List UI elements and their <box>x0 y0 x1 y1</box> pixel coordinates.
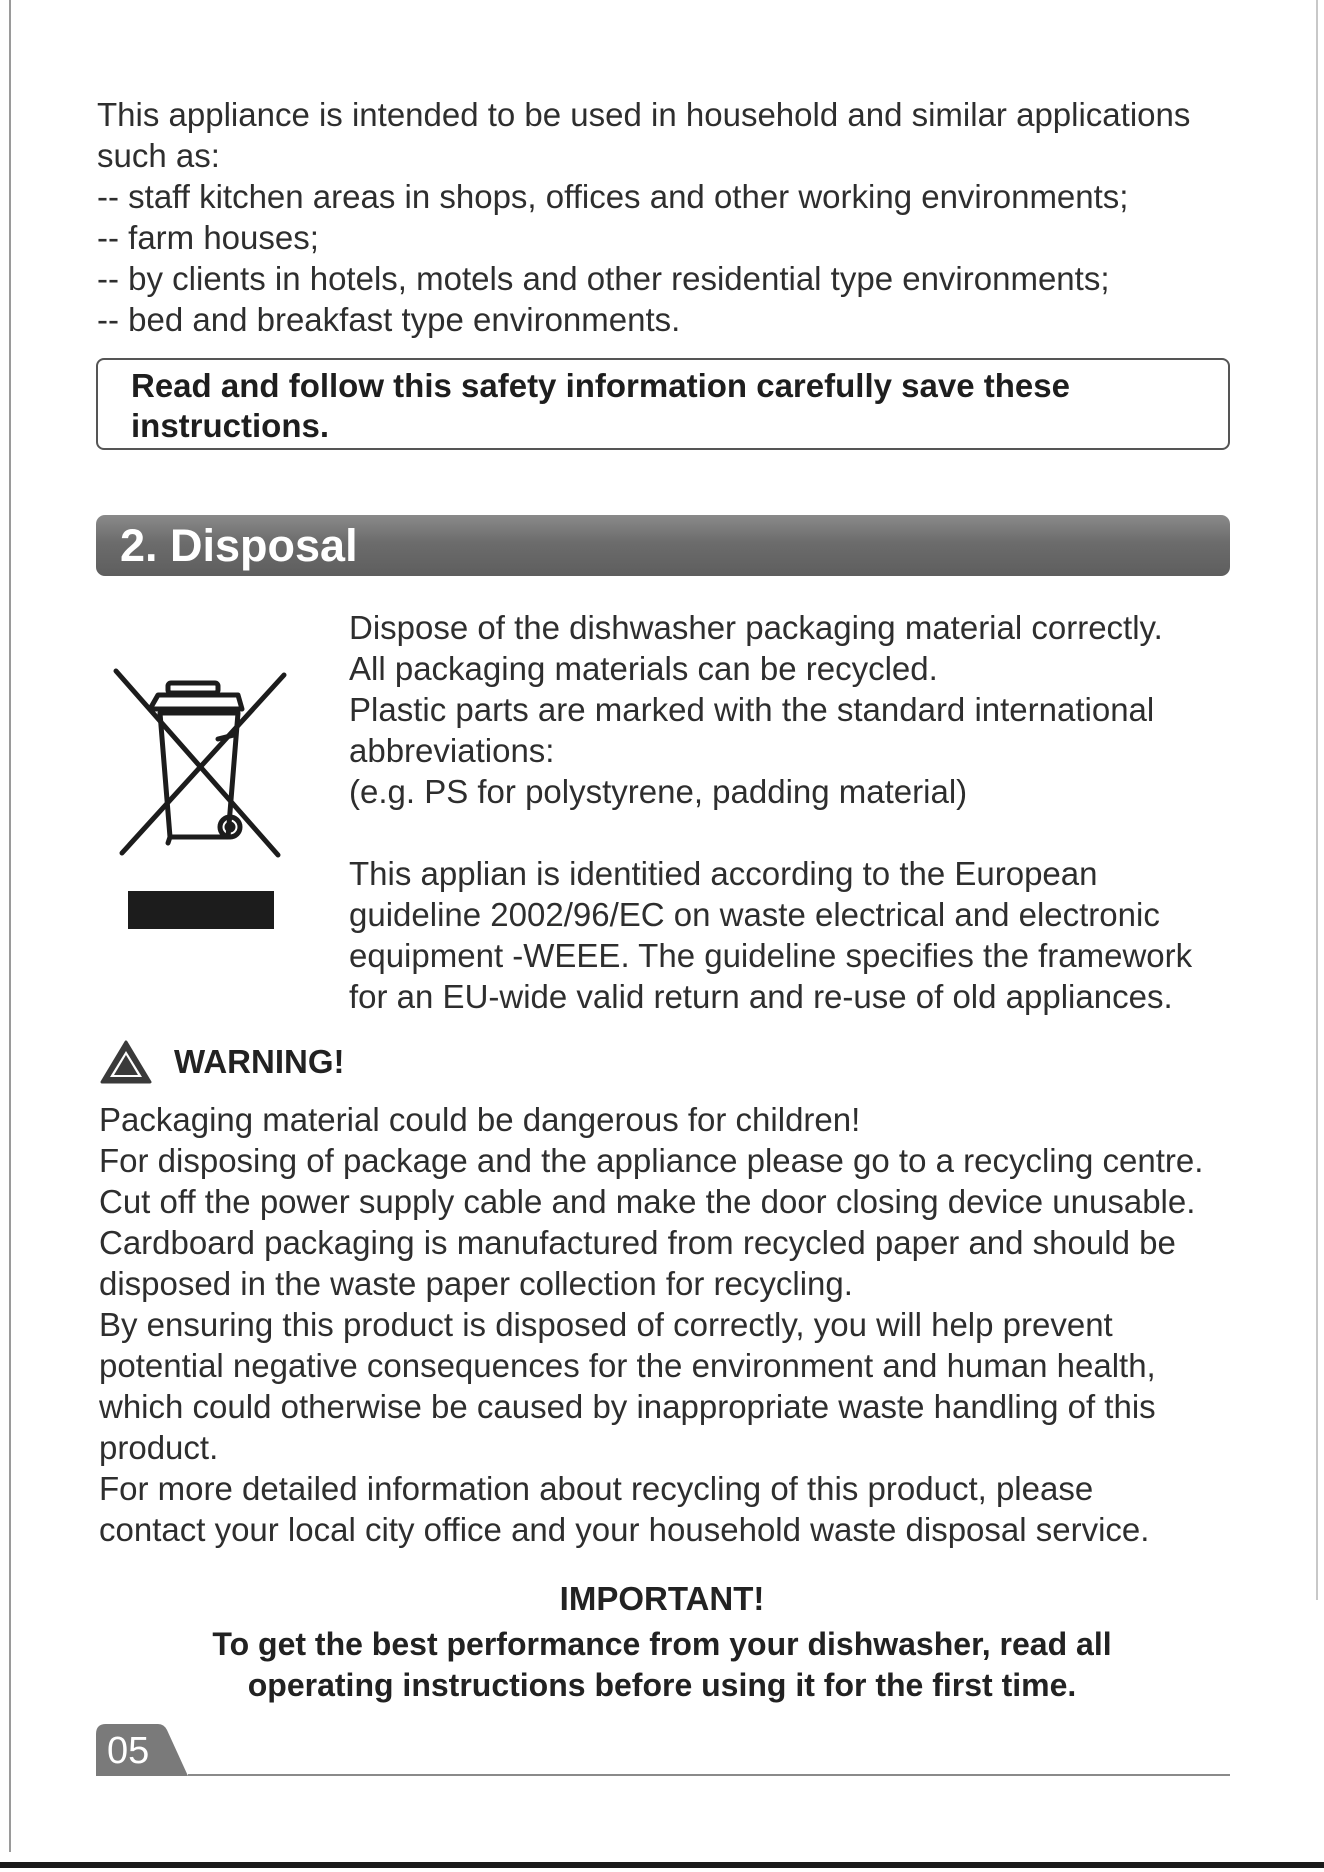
warning-body <box>99 1099 1203 1550</box>
warning-line: contact your local city office and your household waste disposal service. <box>99 1511 1150 1548</box>
warning-line: Cardboard packaging is manufactured from recycled paper and should be <box>99 1224 1176 1261</box>
intro-list-item: -- staff kitchen areas in shops, offices and other working environments; <box>97 178 1129 215</box>
intro-line: This appliance is intended to be used in household and similar applications <box>97 96 1191 133</box>
intro-line: such as: <box>97 137 220 174</box>
weee-line: guideline 2002/96/EC on waste electrical and electronic <box>349 896 1160 933</box>
important-line: To get the best performance from your dishwasher, read all <box>212 1626 1112 1662</box>
warning-triangle-icon <box>100 1039 152 1085</box>
warning-line: product. <box>99 1429 219 1466</box>
weee-underline-bar <box>128 891 274 929</box>
section-title: 2. Disposal <box>120 520 358 571</box>
important-title: IMPORTANT! <box>559 1580 765 1617</box>
warning-line: By ensuring this product is disposed of correctly, you will help prevent <box>99 1306 1113 1343</box>
disposal-line: Plastic parts are marked with the standard international <box>349 691 1155 728</box>
warning-line: Packaging material could be dangerous for children! <box>99 1101 861 1138</box>
warning-title: WARNING! <box>174 1043 345 1080</box>
page-number: 05 <box>107 1730 150 1772</box>
page-bottom-edge <box>0 1862 1324 1868</box>
important-line: operating instructions before using it for the first time. <box>247 1667 1077 1703</box>
weee-line: equipment -WEEE. The guideline specifies the framework <box>349 937 1193 974</box>
disposal-line: (e.g. PS for polystyrene, padding material) <box>349 773 968 810</box>
intro-list-item: -- farm houses; <box>97 219 319 256</box>
disposal-line: All packaging materials can be recycled. <box>349 650 938 687</box>
important-body <box>0 1624 1324 1706</box>
warning-line: potential negative consequences for the environment and human health, <box>99 1347 1156 1384</box>
crossed-out-wheelie-bin-icon <box>110 665 290 865</box>
weee-line: for an EU-wide valid return and re-use of old appliances. <box>349 978 1173 1015</box>
warning-line: Cut off the power supply cable and make the door closing device unusable. <box>99 1183 1196 1220</box>
paragraph-gap <box>349 812 1192 853</box>
intro-paragraph <box>97 94 1190 340</box>
warning-line: disposed in the waste paper collection for recycling. <box>99 1265 853 1302</box>
page-left-border <box>9 0 11 1852</box>
weee-line: This applian is identitied according to the European <box>349 855 1098 892</box>
safety-notice-text <box>131 366 1070 446</box>
notice-line: Read and follow this safety information carefully save these <box>131 367 1070 404</box>
warning-line: For more detailed information about recycling of this product, please <box>99 1470 1094 1507</box>
page-right-border <box>1316 0 1318 1600</box>
disposal-line: abbreviations: <box>349 732 555 769</box>
disposal-text <box>349 607 1192 1017</box>
intro-list-item: -- by clients in hotels, motels and other residential type environments; <box>97 260 1110 297</box>
intro-list-item: -- bed and breakfast type environments. <box>97 301 681 338</box>
notice-line: instructions. <box>131 407 330 444</box>
warning-line: For disposing of package and the appliance please go to a recycling centre. <box>99 1142 1204 1179</box>
footer-rule <box>188 1774 1230 1776</box>
warning-line: which could otherwise be caused by inappropriate waste handling of this <box>99 1388 1156 1425</box>
disposal-line: Dispose of the dishwasher packaging material correctly. <box>349 609 1163 646</box>
